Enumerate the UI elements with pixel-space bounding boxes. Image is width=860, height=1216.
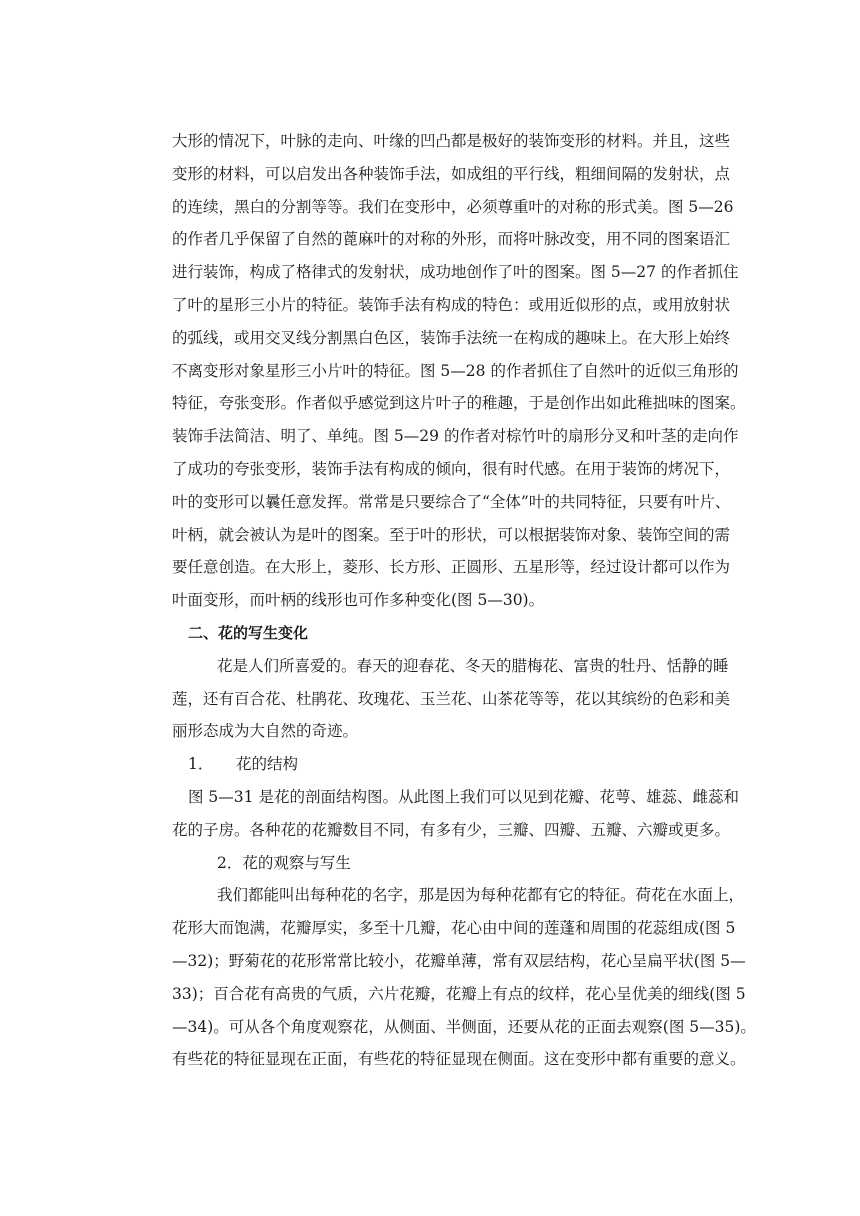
text-line: 花的子房。各种花的花瓣数目不同，有多有少，三瓣、四瓣、五瓣、六瓣或更多。 — [172, 820, 731, 839]
text-line: 装饰手法简洁、明了、单纯。图 5—29 的作者对棕竹叶的扇形分叉和叶茎的走向作 — [172, 427, 739, 446]
text-line: 叶柄，就会被认为是叶的图案。至于叶的形状，可以根据装饰对象、装饰空间的需 — [172, 525, 731, 544]
text-line: 花形大而饱满，花瓣厚实，多至十几瓣，花心由中间的莲蓬和周围的花蕊组成(图 5 — [172, 919, 736, 938]
paragraph-flower-structure — [172, 781, 739, 847]
text-line: 丽形态成为大自然的奇迹。 — [172, 722, 359, 741]
section-heading: 二、花的写生变化 — [188, 623, 309, 642]
text-line: 了成功的夸张变形，装饰手法有构成的倾向，很有时代感。在用于装饰的烤况下， — [172, 459, 731, 478]
text-line: 33)；百合花有高贵的气质，六片花瓣，花瓣上有点的纹样，花心呈优美的细线(图 5 — [172, 984, 746, 1003]
text-line: 了叶的星形三小片的特征。装饰手法有构成的特色：或用近似形的点，或用放射状 — [172, 295, 731, 314]
paragraph-flower-observation — [172, 879, 756, 1076]
text-line: —32)；野菊花的花形常常比较小，花瓣单薄，常有双层结构，花心呈扁平状(图 5— — [172, 951, 746, 970]
text-line: 叶的变形可以曩任意发挥。常常是只要综合了“全体”叶的共同特征，只要有叶片、 — [172, 492, 731, 511]
subheading-flower-structure — [172, 748, 724, 781]
text-line: 要任意创造。在大形上，菱形、长方形、正圆形、五星形等，经过设计都可以作为 — [172, 558, 731, 577]
text-line: 大形的情况下，叶脉的走向、叶缘的凹凸都是极好的装饰变形的材料。并且，这些 — [172, 132, 731, 150]
document-page — [172, 125, 756, 1076]
text-line: 有些花的特征显现在正面，有些花的特征显现在侧面。这在变形中都有重要的意义。 — [172, 1050, 746, 1069]
text-line: 的作者几乎保留了自然的蓖麻叶的对称的外形，而将叶脉改变，用不同的图案语汇 — [172, 230, 731, 249]
subheading-title: 花的结构 — [236, 755, 299, 774]
subheading-number: 1． — [188, 755, 214, 774]
text-line: 我们都能叫出每种花的名字，那是因为每种花都有它的特征。荷花在水面上， — [217, 886, 745, 905]
text-line: 叶面变形，而叶柄的线形也可作多种变化(图 5—30)。 — [172, 591, 545, 610]
paragraph-flower-intro — [172, 650, 731, 748]
text-line: 不离变形对象星形三小片叶的特征。图 5—28 的作者抓住了自然叶的近似三角形的 — [172, 361, 739, 380]
text-line: —34)。可从各个角度观察花，从侧面、半侧面，还要从花的正面去观察(图 5—35)。 — [172, 1017, 756, 1036]
text-line: 图 5—31 是花的剖面结构图。从此图上我们可以见到花瓣、花萼、雄蕊、雌蕊和 — [188, 787, 739, 806]
text-line: 特征，夸张变形。作者似乎感觉到这片叶子的稚趣，于是创作出如此稚拙味的图案。 — [172, 394, 746, 413]
text-line: 变形的材料，可以启发出各种装饰手法，如成组的平行线，粗细间隔的发射状，点 — [172, 164, 731, 183]
text-line: 进行装饰，构成了格律式的发射状，成功地创作了叶的图案。图 5—27 的作者抓住 — [172, 263, 739, 282]
text-line: 的弧线，或用交叉线分割黑白色区，装饰手法统一在构成的趣味上。在大形上始终 — [172, 328, 731, 347]
paragraph-leaf-variation — [172, 125, 746, 617]
text-line: 花是人们所喜爱的。春天的迎春花、冬天的腊梅花、富贵的牡丹、恬静的睡 — [217, 656, 729, 675]
text-line: 的连续，黑白的分割等等。我们在变形中，必须尊重叶的对称的形式美。图 5—26 — [172, 197, 734, 216]
text-line: 莲，还有百合花、杜鹃花、玫瑰花、玉兰花、山茶花等等，花以其缤纷的色彩和美 — [172, 689, 731, 708]
subheading-flower-observation: 2．花的观察与写生 — [217, 853, 351, 872]
